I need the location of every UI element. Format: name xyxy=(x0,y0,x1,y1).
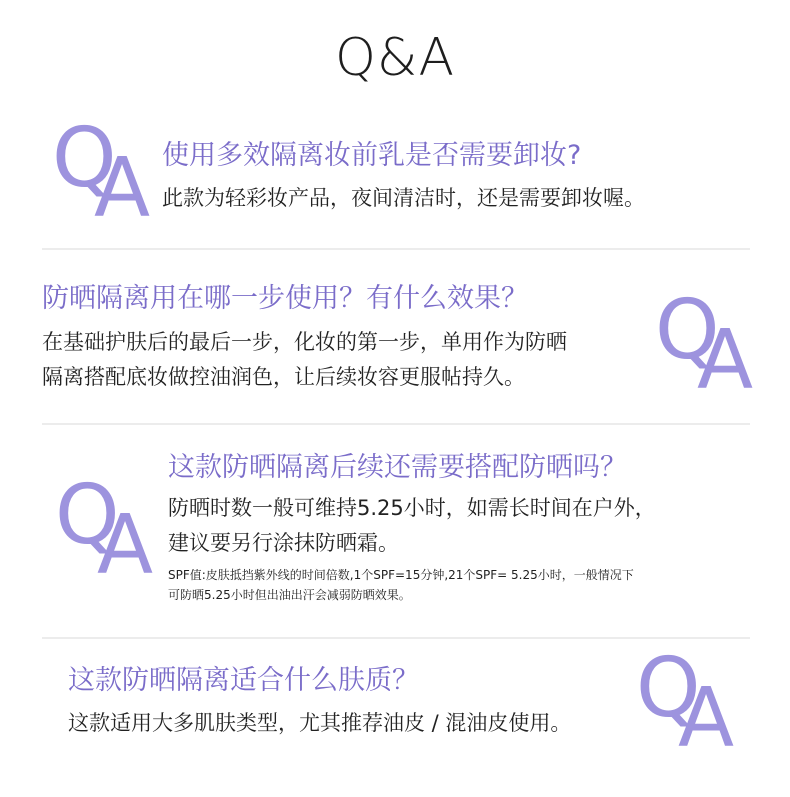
answer-line: 防晒时数一般可维持5.25小时，如需长时间在户外， xyxy=(168,496,656,521)
question-text: 这款防晒隔离后续还需要搭配防晒吗？ xyxy=(168,452,627,483)
answer-text xyxy=(162,181,645,216)
a-letter: A xyxy=(678,671,735,766)
divider xyxy=(42,248,750,250)
a-letter: A xyxy=(97,498,154,593)
answer-text xyxy=(68,706,571,741)
answer-text xyxy=(42,325,567,395)
q-letter: Q xyxy=(52,111,117,206)
footnote xyxy=(168,565,656,605)
a-letter: A xyxy=(697,313,754,408)
q-letter: Q xyxy=(55,468,120,563)
divider xyxy=(42,637,750,639)
qa-item-1 xyxy=(162,140,645,216)
question-text: 这款防晒隔离适合什么肤质？ xyxy=(68,665,419,696)
divider xyxy=(42,423,750,425)
qa-mark-icon xyxy=(636,641,746,766)
question-text: 防晒隔离用在哪一步使用？有什么效果？ xyxy=(42,283,528,314)
answer-line: 建议要另行涂抹防晒霜。 xyxy=(168,531,399,556)
question-text: 使用多效隔离妆前乳是否需要卸妆? xyxy=(162,140,582,171)
page-title: Q&A xyxy=(334,28,456,88)
answer-line: 这款适用大多肌肤类型，尤其推荐油皮 / 混油皮使用。 xyxy=(68,711,572,736)
qa-item-3 xyxy=(168,452,656,605)
answer-line: 在基础护肤后的最后一步，化妆的第一步，单用作为防晒 xyxy=(42,330,567,355)
qa-item-4 xyxy=(68,665,571,741)
q-letter: Q xyxy=(655,283,720,378)
footnote-line: SPF值:皮肤抵挡紫外线的时间倍数,1个SPF=15分钟,21个SPF= 5.25小时，一般情况下 xyxy=(168,568,634,583)
q-letter: Q xyxy=(636,641,701,736)
qa-mark-icon xyxy=(52,111,162,236)
a-letter: A xyxy=(94,141,151,236)
answer-line: 隔离搭配底妆做控油润色，让后续妆容更服帖持久。 xyxy=(42,365,525,390)
answer-text xyxy=(168,491,656,561)
qa-mark-icon xyxy=(55,468,165,593)
qa-item-2 xyxy=(42,283,567,395)
answer-line: 此款为轻彩妆产品，夜间清洁时，还是需要卸妆喔。 xyxy=(162,186,645,211)
footnote-line: 可防晒5.25小时但出油出汗会减弱防晒效果。 xyxy=(168,588,411,603)
qa-mark-icon xyxy=(655,283,765,408)
